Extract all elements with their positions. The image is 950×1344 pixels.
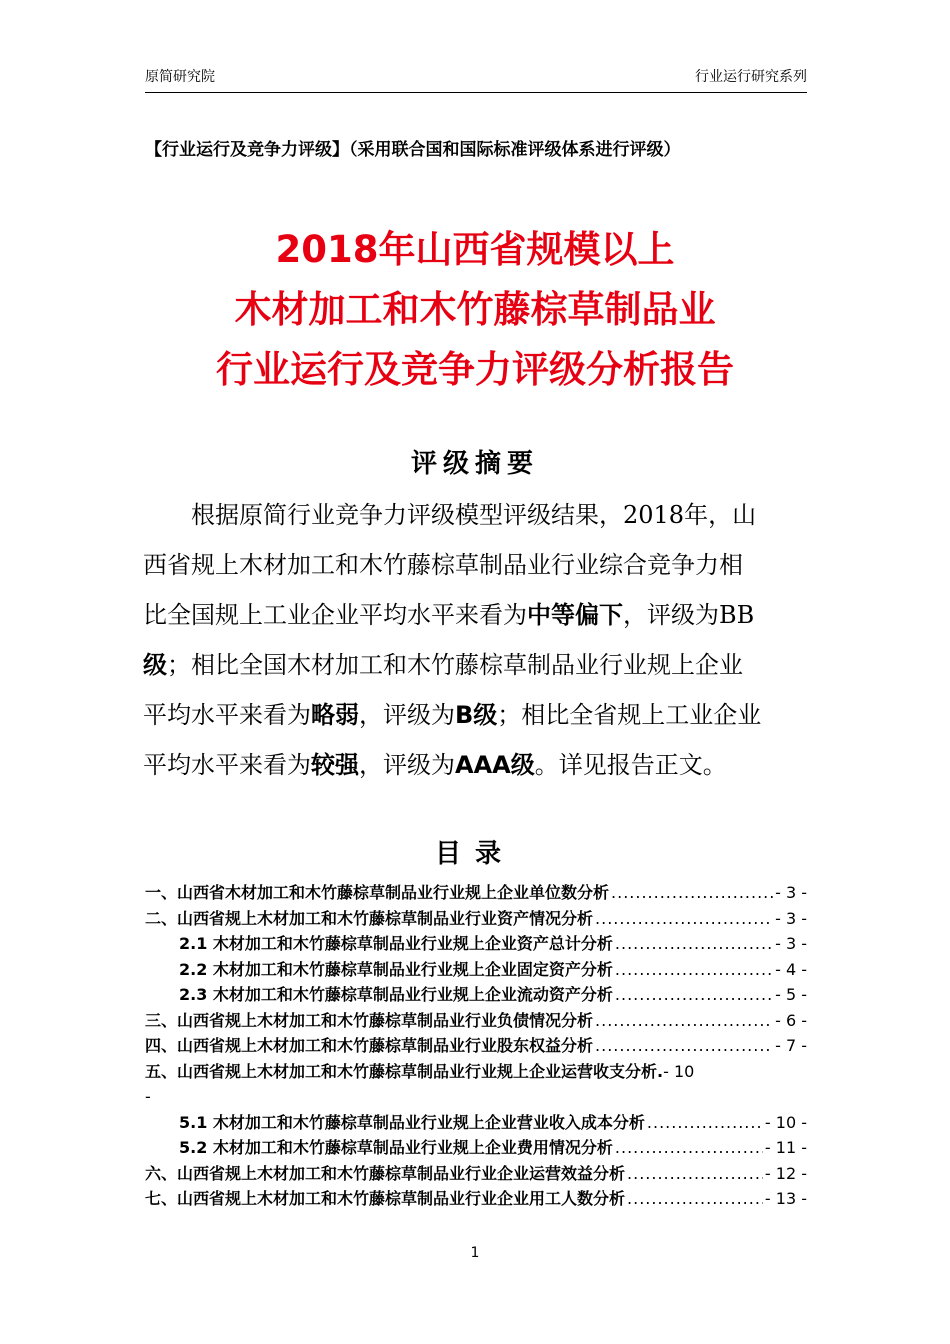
toc-entry-page: - 3 - [775,934,807,953]
toc-entry-page: - 3 - [775,908,807,928]
summary-line-1: 根据原简行业竞争力评级模型评级结果，2018年，山 [191,501,757,529]
page-header [145,66,807,93]
toc-entry-page: - 6 - [775,1010,807,1030]
rating-tag: 【行业运行及竞争力评级】（采用联合国和国际标准评级体系进行评级） [145,140,681,160]
summary-line-5 [143,690,806,740]
toc-entry-page: - 4 - [775,959,807,979]
report-title [0,220,950,400]
toc-entry[interactable] [145,1008,807,1034]
toc-entry-page: - 13 - [764,1189,807,1208]
rating-grade-sector: B级 [455,701,498,729]
toc-entry[interactable] [145,906,807,932]
toc-entry-title: 四、山西省规上木材加工和木竹藤棕草制品业行业股东权益分析 [145,1036,594,1055]
header-series: 行业运行研究系列 [695,69,807,85]
toc-entry[interactable] [145,931,807,957]
toc-leader [615,1135,763,1161]
toc-leader [615,931,773,957]
toc-entry-page: - 10 [663,1061,695,1081]
title-line-2: 木材加工和木竹藤棕草制品业 [234,288,716,331]
toc-entry-page: - 11 - [764,1138,807,1157]
toc-entry[interactable] [145,1186,807,1212]
summary-paragraph [143,490,806,790]
summary-text: 。详见报告正文。 [534,751,727,779]
summary-text: ，评级为 [359,701,455,729]
summary-text: ，评级为BB [623,601,755,629]
toc-entry-page-wrap: - [145,1087,151,1106]
rating-level-national-industry: 中等偏下 [527,601,623,629]
toc-leader [615,982,773,1008]
toc-leader [595,1033,773,1059]
toc-entry-page: - 10 - [764,1112,807,1132]
rating-level-national-sector: 略弱 [311,701,359,729]
toc-entry-page: - 3 - [775,883,807,902]
page-number: 1 [470,1245,480,1261]
toc-entry-title: 一、山西省木材加工和木竹藤棕草制品业行业规上企业单位数分析 [145,883,610,902]
summary-text: ；相比全省规上工业企业 [497,701,762,729]
title-line-1: 2018年山西省规模以上 [275,228,675,271]
toc-entry-title: 二、山西省规上木材加工和木竹藤棕草制品业行业资产情况分析 [145,908,594,928]
summary-line-4 [143,640,806,690]
toc-entry[interactable] [145,1161,807,1187]
toc-leader [595,906,773,932]
summary-text: 比全国规上工业企业平均水平来看为 [143,601,527,629]
summary-line-6 [143,740,806,790]
toc-leader [627,1186,763,1212]
toc-leader [615,957,773,983]
toc-entry-title: 三、山西省规上木材加工和木竹藤棕草制品业行业负债情况分析 [145,1010,594,1030]
toc-entry-page: - 12 - [764,1163,807,1183]
toc-entry-title: 2.2 木材加工和木竹藤棕草制品业行业规上企业固定资产分析 [179,959,613,979]
toc-entry[interactable] [145,957,807,983]
toc-entry-title: 七、山西省规上木材加工和木竹藤棕草制品业行业企业用工人数分析 [145,1189,626,1208]
toc-entry[interactable] [145,1135,807,1161]
summary-line-2: 西省规上木材加工和木竹藤棕草制品业行业综合竞争力相 [143,551,743,579]
toc-entry-title: 5.1 木材加工和木竹藤棕草制品业行业规上企业营业收入成本分析 [179,1112,645,1132]
toc-entry[interactable] [145,880,807,906]
toc-entry-title: 五、山西省规上木材加工和木竹藤棕草制品业行业规上企业运营收支分析. [145,1061,664,1081]
toc-entry-title: 2.3 木材加工和木竹藤棕草制品业行业规上企业流动资产分析 [179,985,613,1004]
toc-entry-page: - 7 - [775,1036,807,1055]
toc-entry-title: 六、山西省规上木材加工和木竹藤棕草制品业行业企业运营效益分析 [145,1163,626,1183]
summary-text: 平均水平来看为 [143,751,311,779]
summary-text: 平均水平来看为 [143,701,311,729]
summary-text: ，评级为 [359,751,455,779]
title-line-3: 行业运行及竞争力评级分析报告 [216,348,734,391]
toc-heading: 目录 [434,839,515,869]
table-of-contents [145,880,807,1212]
rating-grade-province: AAA级 [455,751,535,779]
toc-entry-title: 2.1 木材加工和木竹藤棕草制品业行业规上企业资产总计分析 [179,934,613,953]
toc-leader [595,1008,773,1034]
toc-entry[interactable] [145,982,807,1008]
rating-grade-suffix: 级 [143,651,167,679]
toc-leader [611,880,773,906]
toc-entry[interactable] [145,1059,807,1085]
summary-heading: 评级摘要 [410,449,539,479]
rating-level-province: 较强 [311,751,359,779]
toc-entry-page: - 5 - [775,985,807,1004]
toc-leader [627,1161,763,1187]
summary-text: ；相比全国木材加工和木竹藤棕草制品业行业规上企业 [167,651,743,679]
toc-leader [647,1110,763,1136]
summary-line-3 [143,590,806,640]
toc-entry[interactable] [145,1033,807,1059]
toc-entry-title: 5.2 木材加工和木竹藤棕草制品业行业规上企业费用情况分析 [179,1138,613,1157]
toc-entry[interactable] [145,1110,807,1136]
header-institute: 原简研究院 [145,69,215,85]
